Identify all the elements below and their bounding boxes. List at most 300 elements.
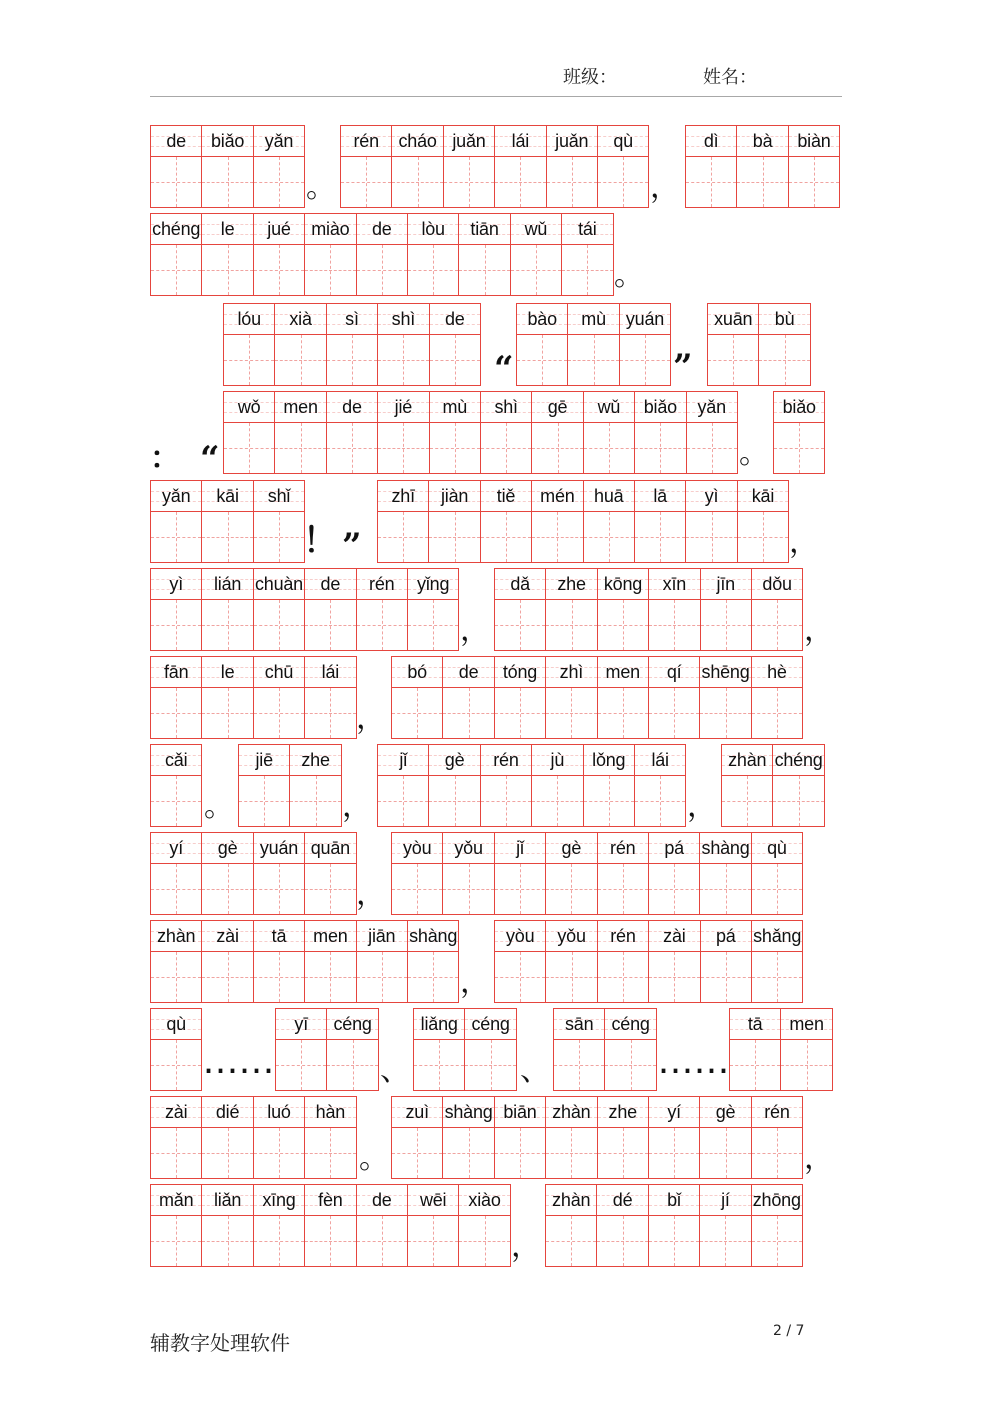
pinyin-text: bà [737, 126, 787, 157]
pinyin-text: biān [495, 1097, 545, 1128]
pinyin-grid [773, 391, 825, 474]
pinyin-grid [729, 1008, 833, 1091]
character-box [546, 952, 596, 1002]
pinyin-cell [649, 833, 700, 914]
pinyin-cell [605, 1009, 656, 1090]
name-label: 姓名： [703, 67, 757, 88]
pinyin-text: quān [305, 833, 355, 864]
pinyin-cell [414, 1009, 465, 1090]
pinyin-text: mù [430, 392, 480, 423]
character-box [392, 157, 442, 207]
pinyin-text: biǎo [774, 392, 824, 423]
pinyin-cell [649, 657, 700, 738]
pinyin-grid [150, 568, 459, 651]
pinyin-text: zhì [546, 657, 596, 688]
pinyin-text: bǐ [649, 1185, 699, 1216]
character-box [392, 1128, 442, 1178]
character-box [598, 952, 648, 1002]
pinyin-text: juǎn [547, 126, 597, 157]
pinyin-cell [738, 481, 789, 562]
pinyin-text: chéng [773, 745, 823, 776]
pinyin-text: chéng [151, 214, 201, 245]
character-box [737, 157, 787, 207]
pinyin-cell [254, 1185, 305, 1266]
punctuation-mark: ， [804, 613, 834, 648]
pinyin-text: gè [700, 1097, 750, 1128]
character-box [686, 157, 736, 207]
pinyin-cell [517, 304, 568, 385]
character-box [357, 952, 407, 1002]
pinyin-text: rén [481, 745, 531, 776]
character-box [752, 600, 802, 650]
character-box [254, 1216, 304, 1266]
character-box [275, 335, 325, 385]
pinyin-grid [545, 1184, 803, 1267]
character-box [465, 1040, 515, 1090]
pinyin-cell [392, 833, 443, 914]
character-box [254, 688, 304, 738]
pinyin-cell [759, 304, 810, 385]
pinyin-text: de [357, 214, 407, 245]
pinyin-text: céng [605, 1009, 655, 1040]
pinyin-text: wǔ [511, 214, 561, 245]
character-box [290, 776, 340, 826]
pinyin-cell [151, 481, 202, 562]
pinyin-text: xīn [649, 569, 699, 600]
pinyin-cell [649, 1097, 700, 1178]
character-box [459, 1216, 509, 1266]
pinyin-grid [238, 744, 342, 827]
pinyin-text: qù [151, 1009, 201, 1040]
pinyin-cell [408, 1185, 459, 1266]
pinyin-cell [151, 1097, 202, 1178]
pinyin-grid [494, 920, 803, 1003]
pinyin-cell [459, 214, 510, 295]
character-box [517, 335, 567, 385]
character-box [254, 864, 304, 914]
pinyin-cell [752, 569, 803, 650]
character-box [443, 1128, 493, 1178]
character-box [151, 157, 201, 207]
character-box [202, 864, 252, 914]
pinyin-text: de [357, 1185, 407, 1216]
pinyin-cell [649, 921, 700, 1002]
pinyin-cell [305, 1185, 356, 1266]
pinyin-cell [686, 126, 737, 207]
pinyin-grid [150, 480, 305, 563]
pinyin-cell [598, 833, 649, 914]
character-box [584, 512, 634, 562]
character-box [224, 423, 274, 473]
pinyin-cell [239, 745, 290, 826]
character-box [305, 245, 355, 295]
pinyin-grid [150, 1008, 202, 1091]
pinyin-cell [687, 392, 738, 473]
character-box [202, 600, 252, 650]
character-box [730, 1040, 780, 1090]
pinyin-cell [443, 657, 494, 738]
pinyin-cell [737, 126, 788, 207]
pinyin-text: yǐng [408, 569, 458, 600]
pinyin-cell [532, 745, 583, 826]
character-box [443, 688, 493, 738]
character-box [605, 1040, 655, 1090]
punctuation-mark: 、 [520, 1053, 550, 1088]
pinyin-text: de [151, 126, 201, 157]
pinyin-text: lái [305, 657, 355, 688]
character-box [151, 245, 201, 295]
pinyin-text: shēng [700, 657, 750, 688]
pinyin-text: zhàn [546, 1185, 596, 1216]
pinyin-grid [494, 568, 803, 651]
pinyin-text: shàng [443, 1097, 493, 1128]
pinyin-text: xiào [459, 1185, 509, 1216]
pinyin-text: de [305, 569, 355, 600]
pinyin-text: lā [635, 481, 685, 512]
punctuation-mark: 。 [739, 436, 769, 471]
pinyin-cell [429, 481, 480, 562]
pinyin-grid [516, 303, 671, 386]
pinyin-text: men [305, 921, 355, 952]
pinyin-cell [546, 833, 597, 914]
character-box [511, 245, 561, 295]
pinyin-text: yí [151, 833, 201, 864]
pinyin-cell [649, 1185, 700, 1266]
pinyin-cell [752, 833, 803, 914]
character-box [546, 1128, 596, 1178]
character-box [305, 952, 355, 1002]
pinyin-cell [598, 657, 649, 738]
pinyin-text: pá [649, 833, 699, 864]
punctuation-mark: ， [356, 877, 386, 912]
character-box [532, 423, 582, 473]
pinyin-text: xīng [254, 1185, 304, 1216]
pinyin-text: shǎng [752, 921, 802, 952]
pinyin-text: bù [759, 304, 809, 335]
pinyin-cell [686, 481, 737, 562]
pinyin-grid [223, 303, 481, 386]
pinyin-text: sān [554, 1009, 604, 1040]
character-box [151, 1040, 201, 1090]
punctuation-mark: ， [460, 965, 490, 1000]
pinyin-cell [392, 657, 443, 738]
character-box [202, 1216, 252, 1266]
pinyin-text: shì [481, 392, 531, 423]
punctuation-mark: ， [804, 1141, 834, 1176]
pinyin-cell [598, 569, 649, 650]
character-box [701, 600, 751, 650]
pinyin-cell [752, 921, 803, 1002]
pinyin-grid [413, 1008, 517, 1091]
pinyin-cell [202, 214, 253, 295]
punctuation-mark: “ [494, 349, 514, 389]
character-box [774, 423, 824, 473]
pinyin-text: le [202, 657, 252, 688]
pinyin-cell [495, 921, 546, 1002]
pinyin-cell [275, 392, 326, 473]
pinyin-cell [151, 1009, 202, 1090]
character-box [151, 1216, 201, 1266]
pinyin-text: mù [568, 304, 618, 335]
pinyin-text: de [443, 657, 493, 688]
pinyin-cell [495, 833, 546, 914]
character-box [481, 776, 531, 826]
pinyin-cell [752, 1185, 803, 1266]
character-box [202, 245, 252, 295]
pinyin-cell [700, 1185, 751, 1266]
character-box [239, 776, 289, 826]
pinyin-text: yī [276, 1009, 326, 1040]
pinyin-text: wǒ [224, 392, 274, 423]
pinyin-cell [254, 214, 305, 295]
pinyin-cell [532, 392, 583, 473]
character-box [752, 952, 802, 1002]
pinyin-cell [305, 833, 356, 914]
character-box [151, 600, 201, 650]
pinyin-cell [151, 126, 202, 207]
character-box [722, 776, 772, 826]
character-box [649, 600, 699, 650]
pinyin-cell [546, 657, 597, 738]
pinyin-cell [392, 126, 443, 207]
pinyin-text: jǐ [378, 745, 428, 776]
pinyin-cell [378, 304, 429, 385]
pinyin-cell [305, 214, 356, 295]
pinyin-grid [150, 125, 305, 208]
character-box [584, 423, 634, 473]
punctuation-mark: ， [356, 701, 386, 736]
pinyin-text: yǒu [546, 921, 596, 952]
punctuation-mark: …… [657, 1041, 730, 1082]
pinyin-cell [202, 1097, 253, 1178]
pinyin-cell [444, 126, 495, 207]
character-box [700, 864, 750, 914]
pinyin-text: bào [517, 304, 567, 335]
pinyin-cell [443, 1097, 494, 1178]
pinyin-cell [773, 745, 824, 826]
pinyin-text: zhe [290, 745, 340, 776]
character-box [789, 157, 839, 207]
punctuation-mark: 。 [204, 789, 234, 824]
pinyin-cell [378, 745, 429, 826]
pinyin-cell [546, 1185, 597, 1266]
character-box [546, 600, 596, 650]
pinyin-grid [275, 1008, 379, 1091]
punctuation-mark: 。 [359, 1141, 389, 1176]
character-box [202, 952, 252, 1002]
pinyin-grid [707, 303, 811, 386]
character-box [649, 952, 699, 1002]
pinyin-grid [150, 832, 357, 915]
pinyin-cell [459, 1185, 510, 1266]
character-box [620, 335, 670, 385]
character-box [254, 600, 304, 650]
character-box [305, 1128, 355, 1178]
pinyin-cell [254, 657, 305, 738]
character-box [151, 1128, 201, 1178]
character-box [305, 864, 355, 914]
pinyin-text: yòu [392, 833, 442, 864]
pinyin-text: tā [730, 1009, 780, 1040]
pinyin-text: yí [649, 1097, 699, 1128]
pinyin-text: yǎn [254, 126, 304, 157]
punctuation-mark: ， [789, 525, 819, 560]
pinyin-cell [598, 126, 649, 207]
character-box [752, 1216, 802, 1266]
pinyin-cell [635, 392, 686, 473]
pinyin-text: biǎo [635, 392, 685, 423]
pinyin-cell [151, 657, 202, 738]
pinyin-cell [254, 921, 305, 1002]
pinyin-text: xià [275, 304, 325, 335]
pinyin-cell [275, 304, 326, 385]
pinyin-cell [481, 392, 532, 473]
character-box [254, 1128, 304, 1178]
character-box [408, 600, 458, 650]
character-box [759, 335, 809, 385]
pinyin-text: jiē [239, 745, 289, 776]
pinyin-text: zhōng [752, 1185, 802, 1216]
pinyin-text: zài [202, 921, 252, 952]
pinyin-text: yuán [620, 304, 670, 335]
character-box [701, 952, 751, 1002]
pinyin-text: men [598, 657, 648, 688]
pinyin-text: zhàn [151, 921, 201, 952]
character-box [686, 512, 736, 562]
character-box [481, 423, 531, 473]
pinyin-cell [598, 1097, 649, 1178]
pinyin-text: biǎo [202, 126, 252, 157]
pinyin-grid [553, 1008, 657, 1091]
pinyin-cell [700, 657, 751, 738]
pinyin-text: bó [392, 657, 442, 688]
pinyin-cell [481, 745, 532, 826]
pinyin-text: luó [254, 1097, 304, 1128]
pinyin-cell [392, 1097, 443, 1178]
character-box [392, 688, 442, 738]
pinyin-text: huā [584, 481, 634, 512]
character-box [275, 423, 325, 473]
pinyin-text: yòu [495, 921, 545, 952]
pinyin-text: men [781, 1009, 831, 1040]
pinyin-text: gè [429, 745, 479, 776]
pinyin-text: qù [752, 833, 802, 864]
pinyin-cell [429, 745, 480, 826]
pinyin-cell [597, 1185, 648, 1266]
pinyin-text: fān [151, 657, 201, 688]
character-box [429, 776, 479, 826]
character-box [254, 157, 304, 207]
pinyin-cell [202, 921, 253, 1002]
pinyin-text: jué [254, 214, 304, 245]
pinyin-cell [151, 833, 202, 914]
pinyin-cell [598, 921, 649, 1002]
character-box [598, 157, 648, 207]
character-box [773, 776, 823, 826]
pinyin-cell [430, 304, 481, 385]
character-box [276, 1040, 326, 1090]
character-box [495, 157, 545, 207]
punctuation-mark: “ [200, 439, 220, 479]
pinyin-text: dǒu [752, 569, 802, 600]
pinyin-text: rén [357, 569, 407, 600]
pinyin-text: rén [598, 921, 648, 952]
character-box [151, 512, 201, 562]
pinyin-cell [151, 745, 202, 826]
character-box [687, 423, 737, 473]
pinyin-grid [223, 391, 738, 474]
pinyin-cell [151, 214, 202, 295]
character-box [597, 1216, 647, 1266]
pinyin-text: lóu [224, 304, 274, 335]
pinyin-text: jiàn [429, 481, 479, 512]
pinyin-text: céng [327, 1009, 377, 1040]
character-box [202, 512, 252, 562]
pinyin-cell [151, 921, 202, 1002]
pinyin-text: jiān [357, 921, 407, 952]
character-box [495, 1128, 545, 1178]
pinyin-cell [202, 126, 253, 207]
pinyin-text: gè [546, 833, 596, 864]
pinyin-cell [495, 657, 546, 738]
pinyin-cell [357, 214, 408, 295]
pinyin-cell [554, 1009, 605, 1090]
character-box [752, 1128, 802, 1178]
character-box [357, 1216, 407, 1266]
pinyin-text: chuàn [254, 569, 304, 600]
pinyin-cell [357, 921, 408, 1002]
pinyin-text: dì [686, 126, 736, 157]
pinyin-cell [547, 126, 598, 207]
character-box [495, 600, 545, 650]
character-box [752, 688, 802, 738]
character-box [202, 157, 252, 207]
pinyin-cell [151, 569, 202, 650]
pinyin-text: tiān [459, 214, 509, 245]
character-box [430, 423, 480, 473]
character-box [495, 688, 545, 738]
pinyin-text: kāi [738, 481, 788, 512]
punctuation-mark: ” [342, 526, 362, 566]
pinyin-text: mǎn [151, 1185, 201, 1216]
punctuation-mark: 。 [306, 170, 336, 205]
pinyin-grid [391, 1096, 803, 1179]
character-box [357, 600, 407, 650]
pinyin-text: céng [465, 1009, 515, 1040]
pinyin-text: zhe [598, 1097, 648, 1128]
pinyin-cell [378, 392, 429, 473]
character-box [444, 157, 494, 207]
pinyin-cell [408, 921, 459, 1002]
pinyin-text: lái [635, 745, 685, 776]
pinyin-text: tiě [481, 481, 531, 512]
pinyin-text: juǎn [444, 126, 494, 157]
pinyin-cell [378, 481, 429, 562]
character-box [584, 776, 634, 826]
punctuation-mark: 。 [614, 258, 644, 293]
pinyin-grid [391, 832, 803, 915]
software-footer: 辅教字处理软件 [150, 1331, 290, 1355]
pinyin-cell [202, 1185, 253, 1266]
pinyin-cell [202, 569, 253, 650]
pinyin-cell [752, 657, 803, 738]
character-box [378, 423, 428, 473]
pinyin-cell [357, 1185, 408, 1266]
character-box [649, 1128, 699, 1178]
character-box [495, 952, 545, 1002]
pinyin-cell [774, 392, 825, 473]
pinyin-cell [305, 569, 356, 650]
